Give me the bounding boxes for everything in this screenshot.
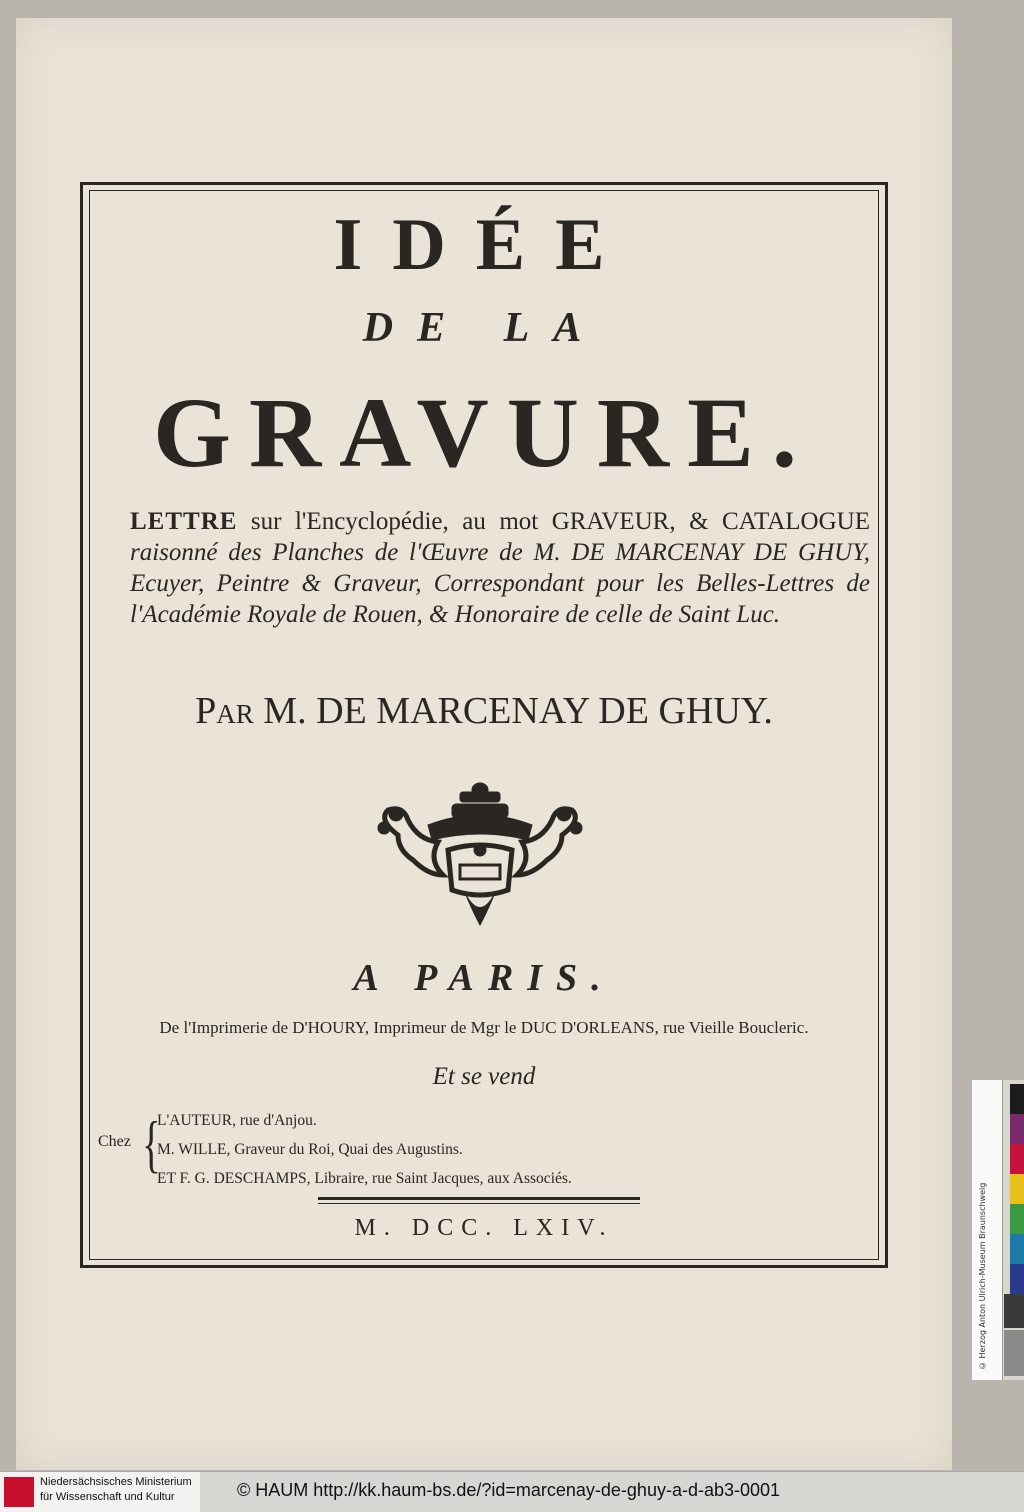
- year-rule-thin: [318, 1203, 640, 1204]
- seller-line: ET F. G. DESCHAMPS, Libraire, rue Saint Jacques, aux Associés.: [157, 1170, 572, 1187]
- color-swatch: [1010, 1144, 1024, 1174]
- footer-bar: [0, 1471, 1024, 1512]
- ministry-name-line-2: für Wissenschaft und Kultur: [40, 1491, 175, 1503]
- seller-line: M. WILLE, Graveur du Roi, Quai des Augustins.: [157, 1141, 463, 1158]
- permalink[interactable]: © HAUM http://kk.haum-bs.de/?id=marcenay-de-ghuy-a-d-ab3-0001: [237, 1480, 781, 1500]
- color-swatch: [1010, 1264, 1024, 1294]
- subtitle-lead: LETTRE: [130, 508, 238, 535]
- imprint-year: M. DCC. LXIV.: [354, 1215, 614, 1241]
- imprint-printer: De l'Imprimerie de D'HOURY, Imprimeur de Mgr le DUC D'ORLEANS, rue Vieille Boucleric.: [159, 1018, 809, 1037]
- colorbar-copyright: © Herzog Anton Ulrich-Museum Braunschweig: [978, 1182, 987, 1370]
- color-swatch: [1010, 1204, 1024, 1234]
- seller-line: L'AUTEUR, rue d'Anjou.: [157, 1112, 317, 1129]
- title-line-2: DE LA: [362, 305, 606, 351]
- color-swatch: [1010, 1114, 1024, 1144]
- subtitle-part-1: sur l'Encyclopédie, au mot GRAVEUR, & CATALOGUE: [237, 508, 870, 535]
- ministry-name-line-1: Niedersächsisches Ministerium: [40, 1476, 192, 1488]
- subtitle-paragraph: [130, 506, 870, 630]
- color-swatch: [1010, 1174, 1024, 1204]
- imprint-sold: Et se vend: [432, 1063, 536, 1090]
- ministry-horse-icon: [4, 1477, 34, 1507]
- imprint-chez-label: Chez: [98, 1133, 131, 1150]
- color-swatch: [1010, 1084, 1024, 1114]
- title-line-1: IDÉE: [333, 204, 635, 286]
- ministry-logo[interactable]: [0, 1472, 200, 1512]
- imprint-sellers: [157, 1106, 572, 1193]
- author-line: Par M. DE MARCENAY DE GHUY.: [195, 690, 773, 732]
- ministry-name: [40, 1475, 192, 1505]
- title-line-3: GRAVURE.: [153, 377, 815, 488]
- cm-scale: [972, 1080, 1003, 1380]
- color-calibration-bar: [972, 1080, 1024, 1380]
- gray-swatch: [1004, 1330, 1024, 1376]
- brace-icon: {: [142, 1108, 161, 1179]
- color-swatch: [1010, 1234, 1024, 1264]
- subtitle-part-2: raisonné des Planches de l'Œuvre de M. DE MARCENAY DE GHUY, Ecuyer, Peintre & Graveur, Correspondant pour les Belles-Lettres de l'Académie Royale de Rouen, & Honoraire de celle de Saint Luc.: [130, 539, 870, 628]
- printers-ornament-icon: [368, 780, 592, 930]
- imprint-city: A PARIS.: [353, 957, 615, 999]
- year-rule-thick: [318, 1197, 640, 1200]
- museum-seal-icon: [1004, 1294, 1024, 1328]
